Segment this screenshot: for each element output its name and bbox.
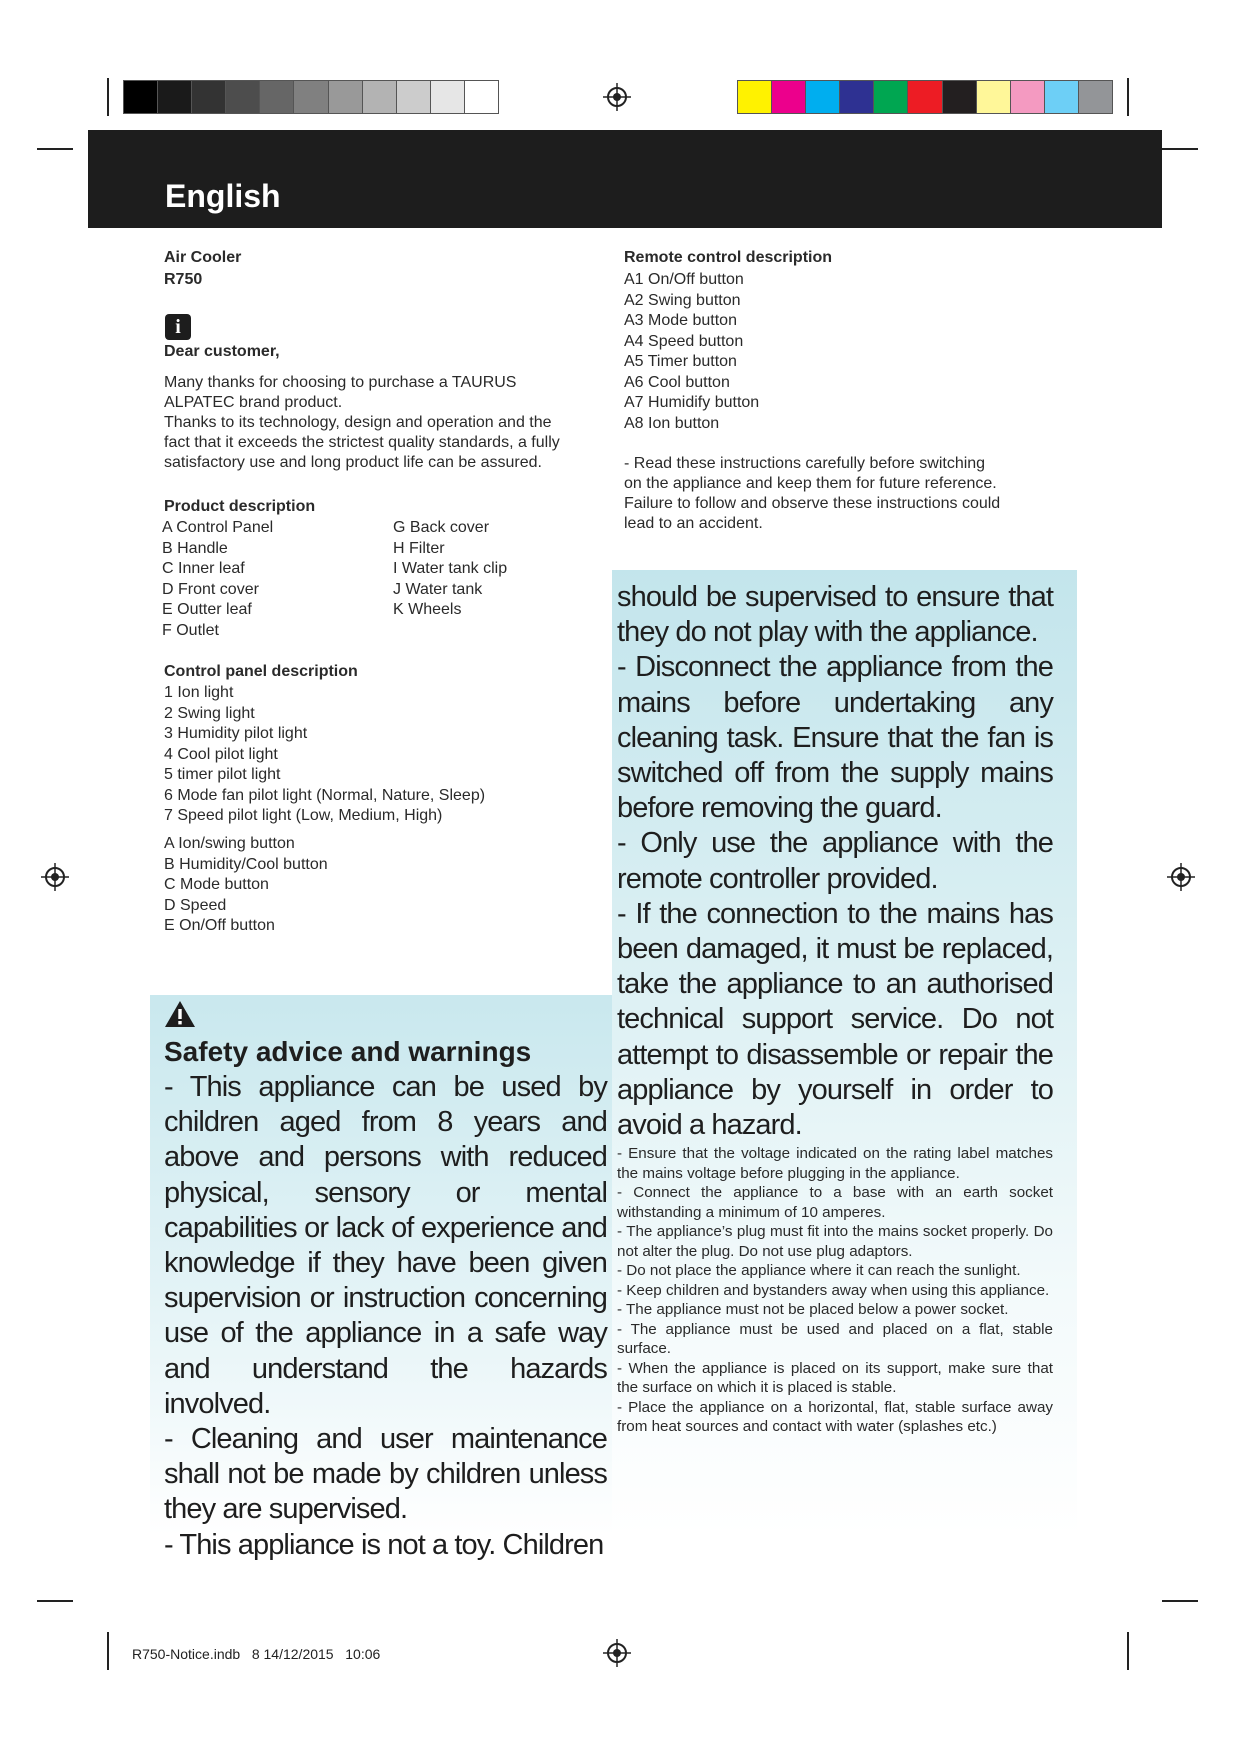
grayscale-color-bar — [123, 80, 499, 114]
crop-mark — [37, 148, 73, 150]
safety-small-paragraph: - The appliance must not be placed below a power socket. — [617, 1301, 1009, 1318]
light-item: 7 Speed pilot light (Low, Medium, High) — [164, 807, 443, 824]
part-item: K Wheels — [393, 601, 462, 618]
crop-mark — [37, 1600, 73, 1602]
color-swatch — [124, 81, 158, 113]
light-item: 1 Ion light — [164, 684, 234, 701]
language-title: English — [165, 178, 281, 214]
remote-item: A6 Cool button — [624, 373, 730, 391]
color-swatch — [806, 81, 840, 113]
safety-small-paragraph: - Keep children and bystanders away when using this appliance. — [617, 1281, 1050, 1299]
safety-paragraph: - This appliance can be used by children aged from 8 years and above and persons with reduced physical, sensory or mental capabilities or lack of experience and knowledge if they have been given supervision or instruction concerning use of the appliance in a safe way and understand the hazards involved. — [164, 1071, 607, 1420]
button-item: D Speed — [164, 896, 227, 914]
safety-paragraph: - Only use the appliance with the remote controller provided. — [617, 827, 1053, 895]
color-swatch — [840, 81, 874, 113]
safety-paragraph: - This appliance is not a toy. Children — [164, 1528, 604, 1561]
color-swatch — [363, 81, 397, 113]
part-item: H Filter — [393, 539, 445, 557]
product-model: R750 — [164, 271, 203, 288]
crop-mark — [107, 78, 109, 116]
safety-title: Safety advice and warnings — [164, 1036, 532, 1067]
part-item: I Water tank clip — [393, 560, 508, 577]
intro-line: fact that it exceeds the strictest quality standards, a fully — [164, 434, 560, 451]
color-swatch — [329, 81, 363, 113]
product-parts-list-left — [162, 518, 273, 641]
light-item: 2 Swing light — [164, 704, 255, 722]
safety-small-paragraph: - Ensure that the voltage indicated on the rating label matches the mains voltage before plugging in the appliance. — [617, 1145, 1053, 1182]
safety-small-text — [617, 1144, 1053, 1437]
remote-item: A3 Mode button — [624, 312, 737, 329]
process-color-bar — [737, 80, 1113, 114]
safety-small-paragraph: - Place the appliance on a horizontal, flat, stable surface away from heat sources and contact with water (splashes etc.) — [617, 1398, 1053, 1435]
product-parts-list-right — [393, 518, 507, 621]
safety-paragraph: - If the connection to the mains has been damaged, it must be replaced, take the appliance to an authorised technical support service. Do not attempt to disassemble or repair the appliance by yourself in order to avoid a hazard. — [617, 897, 1053, 1142]
safety-small-paragraph: - The appliance must be used and placed on a flat, stable surface. — [617, 1320, 1053, 1357]
button-item: A Ion/swing button — [164, 835, 295, 852]
intro-line: satisfactory use and long product life can be assured. — [164, 454, 542, 471]
part-item: D Front cover — [162, 580, 259, 598]
safety-small-paragraph: - Do not place the appliance where it can reach the sunlight. — [617, 1262, 1021, 1279]
part-item: G Back cover — [393, 519, 490, 536]
remote-item: A4 Speed button — [624, 332, 744, 350]
remote-item: A7 Humidify button — [624, 394, 760, 411]
crop-mark — [1127, 1632, 1129, 1670]
safety-small-paragraph: - The appliance’s plug must fit into the mains socket properly. Do not alter the plug. Do not use plug adaptors. — [617, 1223, 1053, 1260]
product-description-title: Product description — [164, 498, 316, 515]
remote-item: A8 Ion button — [624, 414, 720, 432]
button-item: B Humidity/Cool button — [164, 855, 328, 873]
part-item: C Inner leaf — [162, 560, 245, 577]
button-item: C Mode button — [164, 876, 269, 893]
control-panel-buttons-list — [164, 834, 328, 937]
color-swatch — [738, 81, 772, 113]
color-swatch — [943, 81, 977, 113]
safety-paragraph: - Disconnect the appliance from the mains before undertaking any cleaning task. Ensure that the fan is switched off from the supply mains before removing the guard. — [617, 651, 1053, 825]
info-icon: i — [165, 314, 191, 340]
light-item: 4 Cool pilot light — [164, 745, 278, 763]
button-item: E On/Off button — [164, 917, 275, 934]
remote-item: A5 Timer button — [624, 353, 737, 370]
registration-mark-icon — [602, 1638, 632, 1668]
light-item: 6 Mode fan pilot light (Normal, Nature, Sleep) — [164, 786, 486, 804]
registration-mark-icon — [40, 862, 70, 892]
color-swatch — [977, 81, 1011, 113]
crop-mark — [1127, 78, 1129, 116]
registration-mark-icon — [602, 82, 632, 112]
warning-icon — [164, 1000, 196, 1028]
color-swatch — [260, 81, 294, 113]
color-swatch — [465, 81, 498, 113]
color-swatch — [1045, 81, 1079, 113]
intro-line: ALPATEC brand product. — [164, 394, 343, 411]
crop-mark — [1162, 148, 1198, 150]
language-header-band — [88, 130, 1162, 228]
product-name: Air Cooler — [164, 249, 242, 266]
color-swatch — [874, 81, 908, 113]
part-item: A Control Panel — [162, 519, 274, 536]
part-item: J Water tank — [393, 580, 483, 598]
intro-line: Thanks to its technology, design and operation and the — [164, 414, 552, 431]
intro-paragraph — [164, 373, 604, 473]
remote-item: A2 Swing button — [624, 291, 741, 309]
part-item: B Handle — [162, 539, 228, 557]
print-slug: R750-Notice.indb 8 14/12/2015 10:06 — [132, 1646, 381, 1662]
part-item: F Outlet — [162, 621, 219, 639]
crop-mark — [107, 1632, 109, 1670]
crop-mark — [1162, 1600, 1198, 1602]
read-instructions-note — [624, 454, 1064, 534]
color-swatch — [397, 81, 431, 113]
registration-mark-icon — [1166, 862, 1196, 892]
note-line: - Read these instructions carefully before switching — [624, 455, 986, 472]
control-panel-title: Control panel description — [164, 663, 358, 680]
note-line: Failure to follow and observe these instructions could — [624, 495, 1001, 512]
color-swatch — [431, 81, 465, 113]
safety-left-text — [164, 1070, 607, 1563]
remote-control-title: Remote control description — [624, 249, 833, 266]
remote-control-list — [624, 270, 759, 434]
safety-right-text — [617, 580, 1053, 1143]
color-swatch — [294, 81, 328, 113]
light-item: 3 Humidity pilot light — [164, 725, 308, 742]
control-panel-lights-list — [164, 683, 485, 827]
color-swatch — [226, 81, 260, 113]
greeting: Dear customer, — [164, 343, 280, 360]
part-item: E Outter leaf — [162, 601, 252, 618]
color-swatch — [158, 81, 192, 113]
safety-small-paragraph: - When the appliance is placed on its support, make sure that the surface on which it is placed is stable. — [617, 1359, 1053, 1396]
safety-small-paragraph: - Connect the appliance to a base with an earth socket withstanding a minimum of 10 amperes. — [617, 1184, 1053, 1221]
safety-paragraph: should be supervised to ensure that they do not play with the appliance. — [617, 581, 1053, 649]
intro-line: Many thanks for choosing to purchase a TAURUS — [164, 374, 517, 391]
note-line: lead to an accident. — [624, 515, 763, 532]
note-line: on the appliance and keep them for future reference. — [624, 475, 997, 492]
color-swatch — [1011, 81, 1045, 113]
color-swatch — [192, 81, 226, 113]
color-swatch — [1079, 81, 1112, 113]
light-item: 5 timer pilot light — [164, 766, 281, 783]
remote-item: A1 On/Off button — [624, 271, 744, 288]
color-swatch — [772, 81, 806, 113]
color-swatch — [908, 81, 942, 113]
safety-paragraph: - Cleaning and user maintenance shall not be made by children unless they are supervised. — [164, 1423, 607, 1526]
